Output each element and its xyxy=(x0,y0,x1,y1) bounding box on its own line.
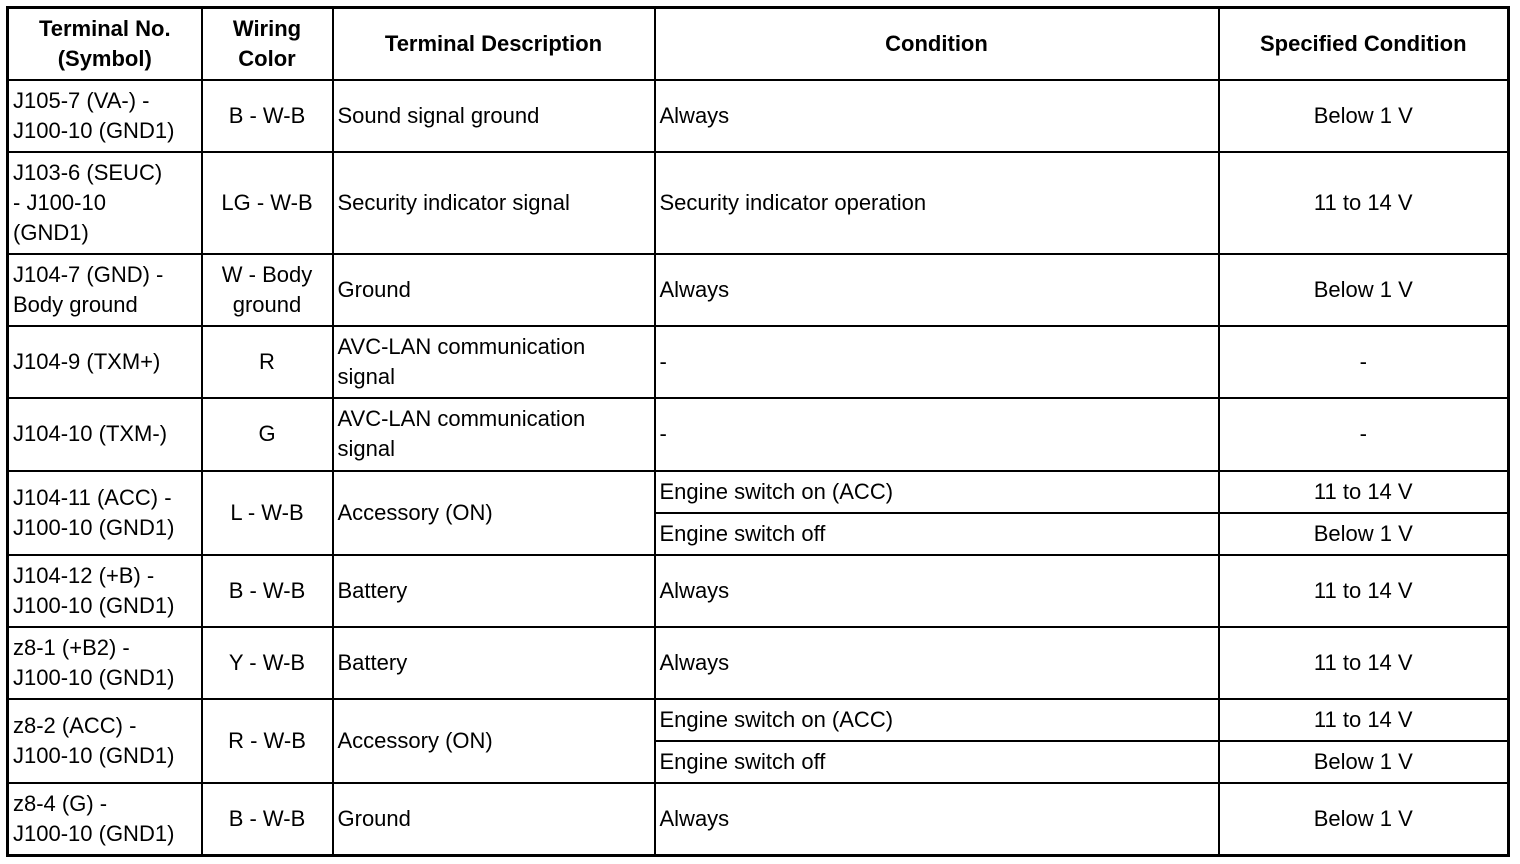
description-cell: Security indicator signal xyxy=(333,152,655,254)
wiring-cell: L - W-B xyxy=(202,471,333,555)
specified-cell: 11 to 14 V xyxy=(1219,627,1509,699)
wiring-cell: G xyxy=(202,398,333,470)
wiring-cell: B - W-B xyxy=(202,80,333,152)
condition-cell: Engine switch off xyxy=(655,513,1219,555)
specified-cell: Below 1 V xyxy=(1219,783,1509,855)
specified-cell: 11 to 14 V xyxy=(1219,471,1509,513)
specified-cell: Below 1 V xyxy=(1219,513,1509,555)
wiring-cell: B - W-B xyxy=(202,783,333,855)
description-cell: Battery xyxy=(333,627,655,699)
condition-cell: Always xyxy=(655,254,1219,326)
wiring-cell: LG - W-B xyxy=(202,152,333,254)
header-row xyxy=(8,8,1509,80)
specified-cell: Below 1 V xyxy=(1219,254,1509,326)
table-row xyxy=(8,326,1509,398)
header-specified-condition: Specified Condition xyxy=(1219,8,1509,80)
condition-cell: Engine switch on (ACC) xyxy=(655,699,1219,741)
terminal-cell: z8-2 (ACC) - J100-10 (GND1) xyxy=(8,699,202,783)
description-cell: Accessory (ON) xyxy=(333,699,655,783)
specified-cell: Below 1 V xyxy=(1219,741,1509,783)
specified-cell: - xyxy=(1219,326,1509,398)
header-condition: Condition xyxy=(655,8,1219,80)
wiring-cell: Y - W-B xyxy=(202,627,333,699)
wiring-cell: R xyxy=(202,326,333,398)
condition-cell: Security indicator operation xyxy=(655,152,1219,254)
table-row xyxy=(8,783,1509,855)
wiring-cell: W - Body ground xyxy=(202,254,333,326)
table-row xyxy=(8,80,1509,152)
terminal-cell: J104-10 (TXM-) xyxy=(8,398,202,470)
table-row xyxy=(8,254,1509,326)
table-row xyxy=(8,398,1509,470)
specified-cell: - xyxy=(1219,398,1509,470)
description-cell: Accessory (ON) xyxy=(333,471,655,555)
condition-cell: Always xyxy=(655,80,1219,152)
description-cell: Battery xyxy=(333,555,655,627)
wiring-cell: R - W-B xyxy=(202,699,333,783)
terminal-cell: J104-9 (TXM+) xyxy=(8,326,202,398)
table-row xyxy=(8,471,1509,513)
wiring-cell: B - W-B xyxy=(202,555,333,627)
description-cell: Sound signal ground xyxy=(333,80,655,152)
condition-cell: Engine switch off xyxy=(655,741,1219,783)
description-cell: Ground xyxy=(333,783,655,855)
description-cell: Ground xyxy=(333,254,655,326)
specified-cell: 11 to 14 V xyxy=(1219,555,1509,627)
terminal-cell: J104-7 (GND) - Body ground xyxy=(8,254,202,326)
table-row xyxy=(8,555,1509,627)
condition-cell: Engine switch on (ACC) xyxy=(655,471,1219,513)
condition-cell: - xyxy=(655,398,1219,470)
description-cell: AVC-LAN communication signal xyxy=(333,326,655,398)
terminal-cell: z8-4 (G) - J100-10 (GND1) xyxy=(8,783,202,855)
terminal-cell: J104-12 (+B) - J100-10 (GND1) xyxy=(8,555,202,627)
description-cell: AVC-LAN communication signal xyxy=(333,398,655,470)
header-wiring-color: Wiring Color xyxy=(202,8,333,80)
terminal-cell: J105-7 (VA-) - J100-10 (GND1) xyxy=(8,80,202,152)
terminal-cell: J104-11 (ACC) - J100-10 (GND1) xyxy=(8,471,202,555)
specified-cell: Below 1 V xyxy=(1219,80,1509,152)
header-terminal: Terminal No. (Symbol) xyxy=(8,8,202,80)
table-row xyxy=(8,699,1509,741)
condition-cell: Always xyxy=(655,783,1219,855)
table-row xyxy=(8,627,1509,699)
condition-cell: Always xyxy=(655,627,1219,699)
condition-cell: Always xyxy=(655,555,1219,627)
terminal-cell: J103-6 (SEUC) - J100-10 (GND1) xyxy=(8,152,202,254)
specified-cell: 11 to 14 V xyxy=(1219,152,1509,254)
header-terminal-description: Terminal Description xyxy=(333,8,655,80)
specified-cell: 11 to 14 V xyxy=(1219,699,1509,741)
table-row xyxy=(8,152,1509,254)
condition-cell: - xyxy=(655,326,1219,398)
terminal-cell: z8-1 (+B2) - J100-10 (GND1) xyxy=(8,627,202,699)
terminal-table xyxy=(6,6,1510,857)
